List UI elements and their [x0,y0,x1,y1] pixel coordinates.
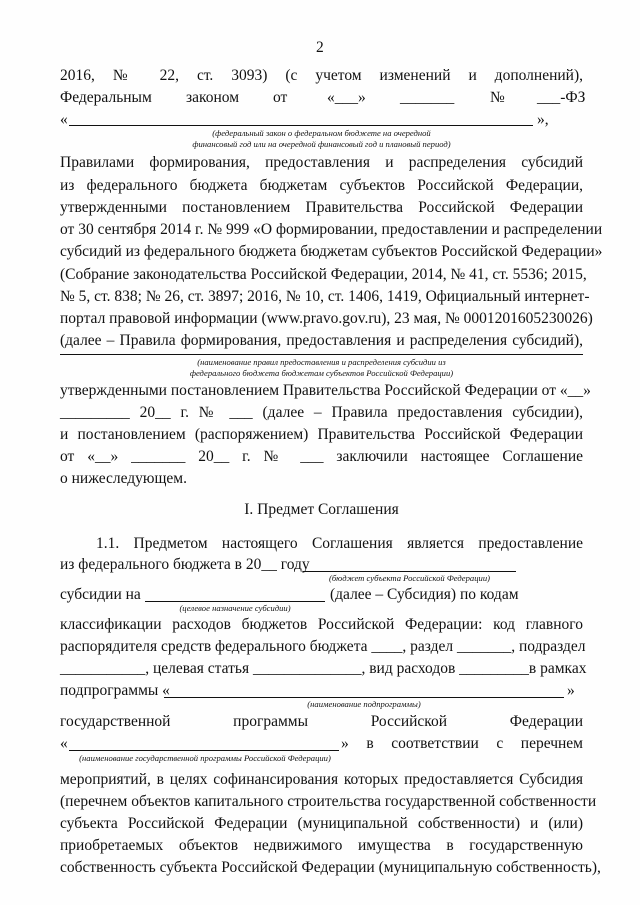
text-line: _________ 20__ г. № ___ (далее – Правила предоставления субсидии), [60,404,583,421]
text-word: Федеральным [60,89,152,106]
text-line: утвержденными постановлением Правительства Российской Федерации от «__» [60,382,591,399]
text-word: законом [186,89,240,106]
text-line: портал правовой информации (www.pravo.gov.ru), 23 мая, № 0001201605230026) [60,310,593,327]
caption-program: (наименование государственной программы Российской Федерации) [79,753,331,763]
text-line: собственность субъекта Российской Федерации (муниципальную собственность), [60,859,601,876]
text-line: (Собрание законодательства Российской Федерации, 2014, № 41, ст. 5536; 2015, [60,266,587,283]
caption-budget: (бюджет субъекта Российской Федерации) [329,573,490,583]
text-line: и постановлением (распоряжением) Правительства Российской Федерации [60,426,583,443]
text-line: из федерального бюджета в 20__ году [60,556,310,573]
text-word: субсидии на [60,586,141,603]
text-line: Правилами формирования, предоставления и распределения субсидий [60,154,583,171]
rules-name-blank-line [60,354,583,355]
text-line: мероприятий, в целях софинансирования которых предоставляется Субсидия [60,771,583,788]
text-line: государственной программы Российской Федерации [60,713,583,730]
quote-close: », [537,111,549,128]
quote-close: » [567,682,575,699]
text-line: приобретаемых объектов недвижимого имущества в государственную [60,837,583,854]
text-line: классификации расходов бюджетов Российской Федерации: код главного [60,616,583,633]
purpose-blank-line [145,601,325,602]
law-number-blank: ___-ФЗ [537,89,586,106]
text-line: субъекта Российской Федерации (муниципальной собственности) и (или) [60,815,583,832]
text-line: ___________, целевая статья ______________, вид расходов _________в рамках [60,660,587,677]
text-line: № 5, ст. 838; № 26, ст. 3897; 2016, № 10, ст. 1406, 1419, Официальный интернет- [60,288,590,305]
caption-federal-law-2: финансовый год или на очередной финансовый год и плановый период) [192,139,451,149]
quote-open: « [60,111,68,128]
text-line: субсидий из федерального бюджета бюджетам субъектов Российской Федерации» [60,243,603,260]
text-line: распорядителя средств федерального бюджета ____, раздел _______, подраздел [60,638,586,655]
text-line: о нижеследующем. [60,470,187,487]
caption-federal-law-1: (федеральный закон о федеральном бюджете на очередной [212,128,431,138]
section-title: I. Предмет Соглашения [244,501,399,518]
federal-law-blank-line [69,125,533,126]
caption-rules-1: (наименование правил предоставления и распределения субсидии из [197,357,446,367]
number-sign: № [490,89,505,106]
text-line: от «__» _______ 20__ г. № ___ заключили настоящее Соглашение [60,448,583,465]
caption-purpose: (целевое назначение субсидии) [179,603,291,613]
text-line: 2016, № 22, ст. 3093) (с учетом изменений и дополнений), [60,67,583,84]
text-line: (далее – Правила формирования, предоставления и распределения субсидий), [60,332,583,349]
caption-subprogram: (наименование подпрограммы) [307,699,421,709]
month-blank: _______ [400,89,455,106]
date-blank: «___» [327,89,366,106]
text-line: утвержденными постановлением Правительства Российской Федерации [60,199,583,216]
program-blank-line [69,750,339,751]
text-line: 1.1. Предметом настоящего Соглашения является предоставление [96,535,583,552]
text-line: от 30 сентября 2014 г. № 999 «О формировании, предоставлении и распределении [60,221,603,238]
page-number: 2 [316,39,324,56]
quote-open: « [60,735,68,752]
subprogram-blank-line [164,697,564,698]
text-word: от [273,89,288,106]
text-word: подпрограммы « [60,682,170,699]
budget-blank-line [303,571,516,572]
text-line: » в соответствии с перечнем [341,735,583,752]
caption-rules-2: федерального бюджета бюджетам субъектов Российской Федерации) [189,368,454,378]
text-line: (перечнем объектов капитального строительства государственной собственности [60,793,597,810]
text-line: из федерального бюджета бюджетам субъектов Российской Федерации, [60,177,583,194]
text-word: (далее – Субсидия) по кодам [330,586,519,603]
